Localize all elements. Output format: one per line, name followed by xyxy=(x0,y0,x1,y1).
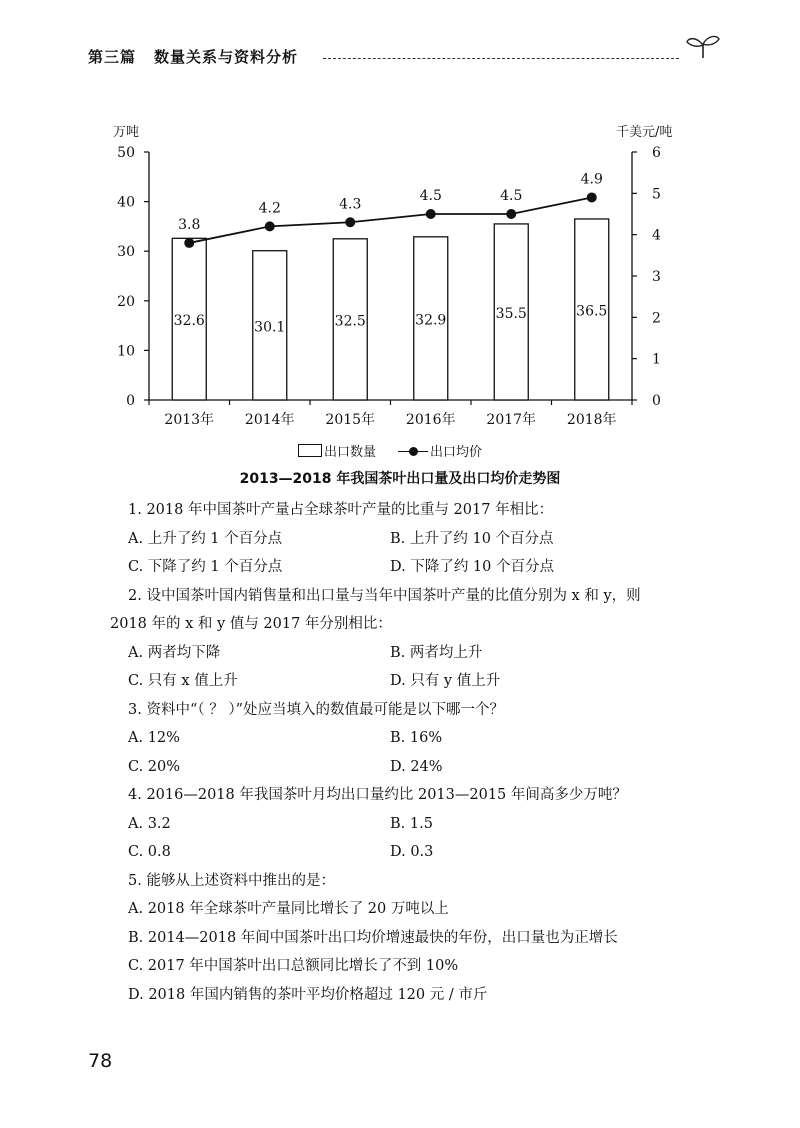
section-title: 数量关系与资料分析 xyxy=(154,48,299,66)
x-tick-label: 2013年 xyxy=(164,412,215,428)
q4-option-c: C. 0.8 xyxy=(128,844,171,860)
y-right-tick-label: 6 xyxy=(652,145,661,161)
price-value-label: 4.2 xyxy=(258,200,281,217)
q2-stem: 2. 设中国茶叶国内销售量和出口量与当年中国茶叶产量的比值分别为 x 和 y，则 xyxy=(128,587,641,604)
x-tick-label: 2014年 xyxy=(244,412,295,428)
q2-option-c: C. 只有 x 值上升 xyxy=(128,673,238,689)
q3-option-a: A. 12% xyxy=(128,730,180,746)
y-right-tick-label: 3 xyxy=(652,269,661,285)
q2-option-a: A. 两者均下降 xyxy=(128,644,221,661)
legend-bar-label: 出口数量 xyxy=(324,445,377,460)
q5-option-c: C. 2017 年中国茶叶出口总额同比增长了不到 10% xyxy=(128,958,459,974)
q5-option-b: B. 2014—2018 年间中国茶叶出口均价增速最快的年份，出口量也为正增长 xyxy=(128,929,618,946)
q2-options-row1 xyxy=(128,639,728,668)
q2-stem-cont: 2018 年的 x 和 y 值与 2017 年分别相比： xyxy=(110,616,392,632)
q1-option-d: D. 下降了约 10 个百分点 xyxy=(390,559,554,575)
q5-stem: 5. 能够从上述资料中推出的是： xyxy=(128,872,335,889)
chart-caption: 2013—2018 年我国茶叶出口量及出口均价走势图 xyxy=(239,471,561,487)
price-point xyxy=(506,209,516,219)
price-value-label: 4.9 xyxy=(580,171,603,188)
q3-stem: 3. 资料中“（ ？ ）”处应当填入的数值最可能是以下哪一个？ xyxy=(128,701,504,718)
bar-value-label: 32.5 xyxy=(334,313,366,330)
q1-option-c: C. 下降了约 1 个百分点 xyxy=(128,559,283,575)
q5-option-a: A. 2018 年全球茶叶产量同比增长了 20 万吨以上 xyxy=(128,901,449,917)
price-value-label: 4.5 xyxy=(500,188,523,204)
page-number: 78 xyxy=(88,1050,113,1072)
price-value-label: 4.5 xyxy=(419,188,442,204)
x-tick-label: 2016年 xyxy=(405,412,456,428)
y-left-unit: 万吨 xyxy=(113,125,140,140)
y-right-tick-label: 1 xyxy=(652,351,661,368)
q4-option-a: A. 3.2 xyxy=(128,815,171,832)
y-right-tick-label: 4 xyxy=(652,227,661,244)
y-right-tick-label: 0 xyxy=(652,393,661,409)
q1-option-a: A. 上升了约 1 个百分点 xyxy=(128,530,283,547)
price-value-label: 3.8 xyxy=(178,216,201,233)
q4-options-row1 xyxy=(128,810,728,839)
q2-options-row2 xyxy=(128,667,728,696)
bar-value-label: 32.9 xyxy=(415,312,447,329)
y-right-unit: 千美元/吨 xyxy=(616,125,673,140)
y-left-tick-label: 20 xyxy=(117,293,135,310)
price-point xyxy=(426,209,436,219)
price-point xyxy=(345,217,355,227)
legend-bar-swatch xyxy=(298,444,322,457)
section-label: 第三篇 xyxy=(88,48,137,66)
price-point xyxy=(265,221,275,231)
bar-value-label: 36.5 xyxy=(576,303,608,320)
q3-option-d: D. 24% xyxy=(390,758,443,775)
q4-options-row2 xyxy=(128,838,728,867)
price-line xyxy=(189,197,592,242)
bar-value-label: 30.1 xyxy=(254,319,286,336)
y-right-tick-label: 5 xyxy=(652,186,661,203)
x-tick-label: 2015年 xyxy=(325,412,376,428)
y-left-tick-label: 30 xyxy=(117,244,135,261)
y-left-tick-label: 50 xyxy=(117,145,135,161)
chart-legend xyxy=(298,441,482,460)
legend-line-swatch xyxy=(398,445,428,457)
q1-options-row2 xyxy=(128,553,728,582)
price-point xyxy=(587,192,597,202)
y-left-tick-label: 10 xyxy=(117,343,135,360)
q1-stem: 1. 2018 年中国茶叶产量占全球茶叶产量的比重与 2017 年相比： xyxy=(128,502,554,518)
q4-option-d: D. 0.3 xyxy=(390,844,434,860)
q3-options-row1 xyxy=(128,724,728,753)
question-block xyxy=(110,496,728,1009)
q1-options-row1 xyxy=(128,525,728,554)
x-tick-label: 2017年 xyxy=(486,412,537,428)
q2-option-d: D. 只有 y 值上升 xyxy=(390,673,501,689)
chart xyxy=(0,0,800,440)
q3-options-row2 xyxy=(128,753,728,782)
bar-value-label: 35.5 xyxy=(495,305,527,322)
bar-value-label: 32.6 xyxy=(173,313,205,330)
y-right-tick-label: 2 xyxy=(652,310,661,327)
q5-option-d: D. 2018 年国内销售的茶叶平均价格超过 120 元 / 市斤 xyxy=(128,986,488,1003)
x-tick-label: 2018年 xyxy=(566,412,617,428)
legend-line-label: 出口均价 xyxy=(430,445,483,460)
q4-stem: 4. 2016—2018 年我国茶叶月均出口量约比 2013—2015 年间高多少万吨？ xyxy=(128,787,627,803)
q3-option-b: B. 16% xyxy=(390,730,443,746)
q4-option-b: B. 1.5 xyxy=(390,815,433,832)
price-value-label: 4.3 xyxy=(339,196,362,213)
q3-option-c: C. 20% xyxy=(128,758,181,775)
price-point xyxy=(184,238,194,248)
y-left-tick-label: 40 xyxy=(117,194,135,211)
q1-option-b: B. 上升了约 10 个百分点 xyxy=(390,530,554,547)
q2-option-b: B. 两者均上升 xyxy=(390,644,483,661)
y-left-tick-label: 0 xyxy=(126,393,135,409)
